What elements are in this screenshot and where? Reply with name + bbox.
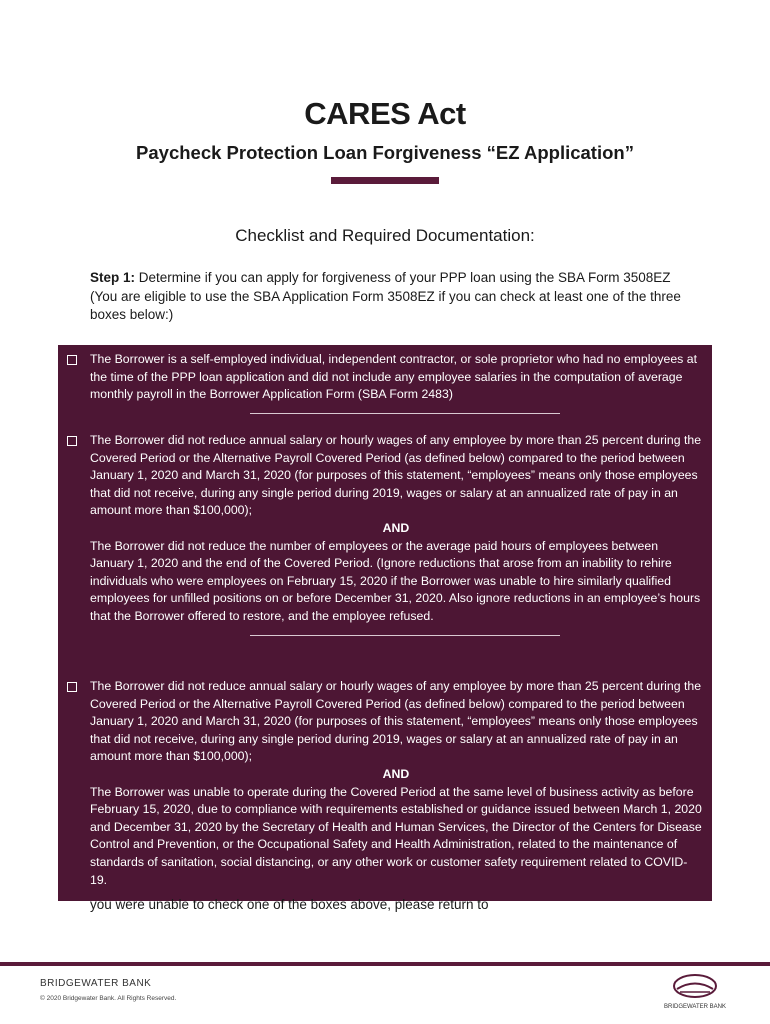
accent-divider bbox=[331, 177, 439, 184]
option-divider bbox=[250, 413, 560, 414]
option-2-and-label: AND bbox=[382, 520, 410, 535]
step-label: Step 1: bbox=[90, 270, 136, 285]
option-2-text-continued: The Borrower did not reduce the number of employees or the average paid hours of employees between January 1, 2020 and the end of the Covered Period. (Ignore reductions that arose from an inability to rehire individuals who were employees on February 15, 2020 if the Borrower was unable to hire similarly qualified employees for unfilled positions on or before December 31, 2020. Also ignore reductions in an employee’s hours that the Borrower offered to restore, and the employee refused. bbox=[90, 538, 701, 623]
checklist-option-3 bbox=[58, 678, 712, 889]
option-2-checkbox[interactable] bbox=[67, 436, 77, 446]
footer-brand: BRIDGEWATER BANK bbox=[40, 978, 152, 989]
page-subtitle: Paycheck Protection Loan Forgiveness “EZ Application” bbox=[136, 142, 634, 163]
bridgewater-logo-icon bbox=[655, 972, 735, 1016]
option-1-checkbox[interactable] bbox=[67, 355, 77, 365]
logo-wordmark: BRIDGEWATER BANK bbox=[663, 1004, 727, 1010]
overflow-note: you were unable to check one of the boxes above, please return to bbox=[90, 897, 489, 912]
checklist-option-1 bbox=[58, 351, 712, 414]
footer-copyright: © 2020 Bridgewater Bank. All Rights Reserved. bbox=[40, 995, 177, 1002]
option-1-text: The Borrower is a self-employed individual, independent contractor, or sole proprietor who had no employees at the time of the PPP loan application and did not include any employee salaries in the computation of average monthly payroll in the Borrower Application Form (SBA Form 2483) bbox=[90, 352, 697, 402]
option-3-text-continued: The Borrower was unable to operate during the Covered Period at the same level of business activity as before February 15, 2020, due to compliance with requirements established or guidance issued between March 1, 2020 and December 31, 2020 by the Secretary of Health and Human Services, the Director of the Centers for Disease Control and Prevention, or the Occupational Safety and Health Administration, related to the maintenance of standards of sanitation, social distancing, or any other work or customer safety requirement related to COVID-19. bbox=[90, 784, 702, 887]
checklist-option-2 bbox=[58, 432, 712, 636]
option-2-text: The Borrower did not reduce annual salary or hourly wages of any employee by more than 25 percent during the Covered Period or the Alternative Payroll Covered Period (as defined below) compared to the period between January 1, 2020 and March 31, 2020 (for purposes of this statement, “employees” means only those employees that did not receive, during any single period during 2019, wages or salary at an annualized rate of pay in an amount more than $100,000); bbox=[90, 433, 702, 518]
option-3-and-label: AND bbox=[382, 766, 410, 781]
option-3-text: The Borrower did not reduce annual salary or hourly wages of any employee by more than 25 percent during the Covered Period or the Alternative Payroll Covered Period (as defined below) compared to the period between January 1, 2020 and March 31, 2020 (for purposes of this statement, “employees” means only those employees that did not receive, during any single period during 2019, wages or salary at an annualized rate of pay in an amount more than $100,000); bbox=[90, 679, 702, 764]
page-title: CARES Act bbox=[304, 96, 466, 131]
option-divider bbox=[250, 635, 560, 636]
option-3-checkbox[interactable] bbox=[67, 682, 77, 692]
footer-divider bbox=[0, 962, 770, 966]
checklist-panel bbox=[58, 345, 712, 901]
checklist-heading: Checklist and Required Documentation: bbox=[235, 226, 535, 245]
step-1-instruction bbox=[90, 269, 690, 325]
step-text: Determine if you can apply for forgiveness of your PPP loan using the SBA Form 3508EZ (You are eligible to use the SBA Application Form 3508EZ if you can check at least one of the three boxes below:) bbox=[90, 270, 681, 322]
